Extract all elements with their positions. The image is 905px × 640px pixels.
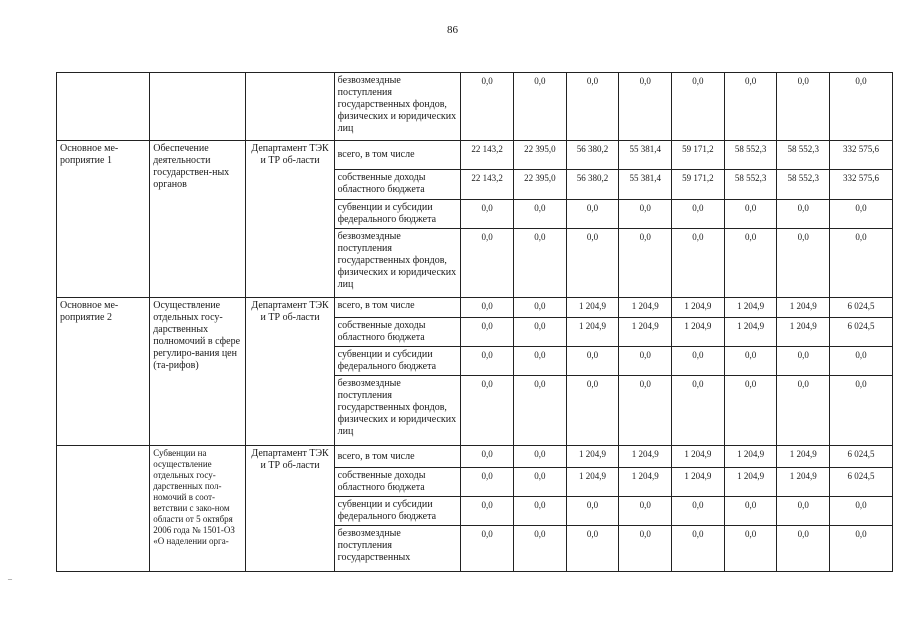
value-cell: 1 204,9 — [724, 298, 777, 318]
value-cell: 0,0 — [513, 468, 566, 497]
funding-source-cell: безвозмездные поступления государственных фондов, физических и юридических лиц — [334, 73, 461, 141]
value-cell: 0,0 — [461, 298, 514, 318]
value-cell: 0,0 — [672, 229, 725, 298]
funding-source-cell: всего, в том числе — [334, 446, 461, 468]
value-cell: 0,0 — [513, 446, 566, 468]
value-cell: 0,0 — [513, 347, 566, 376]
table-row — [57, 73, 893, 141]
value-cell: 0,0 — [513, 73, 566, 141]
value-cell: 22 395,0 — [513, 141, 566, 170]
value-cell: 0,0 — [724, 376, 777, 446]
value-cell: 0,0 — [461, 446, 514, 468]
value-cell: 0,0 — [777, 376, 830, 446]
value-cell: 0,0 — [513, 497, 566, 526]
funding-source-cell: собственные доходы областного бюджета — [334, 318, 461, 347]
value-cell: 0,0 — [830, 376, 893, 446]
funding-source-cell: безвозмездные поступления государственных — [334, 526, 461, 572]
value-cell: 332 575,6 — [830, 141, 893, 170]
value-cell: 55 381,4 — [619, 141, 672, 170]
value-cell: 0,0 — [830, 526, 893, 572]
value-cell: 6 024,5 — [830, 318, 893, 347]
value-cell: 55 381,4 — [619, 170, 672, 200]
funding-source-cell: собственные доходы областного бюджета — [334, 468, 461, 497]
value-cell: 22 143,2 — [461, 170, 514, 200]
value-cell: 0,0 — [513, 376, 566, 446]
value-cell: 0,0 — [619, 229, 672, 298]
value-cell: 58 552,3 — [724, 170, 777, 200]
value-cell: 0,0 — [566, 229, 619, 298]
page-number: 86 — [447, 24, 458, 36]
value-cell: 0,0 — [619, 73, 672, 141]
value-cell: 22 395,0 — [513, 170, 566, 200]
value-cell: 0,0 — [672, 73, 725, 141]
value-cell: 0,0 — [619, 497, 672, 526]
value-cell: 58 552,3 — [724, 141, 777, 170]
table-row — [57, 298, 893, 318]
value-cell: 0,0 — [461, 229, 514, 298]
value-cell: 1 204,9 — [724, 468, 777, 497]
value-cell: 1 204,9 — [619, 298, 672, 318]
value-cell: 0,0 — [619, 376, 672, 446]
value-cell: 1 204,9 — [566, 468, 619, 497]
funding-source-cell: субвенции и субсидии федерального бюджета — [334, 200, 461, 229]
value-cell: 0,0 — [672, 526, 725, 572]
value-cell: 0,0 — [672, 200, 725, 229]
value-cell: 1 204,9 — [777, 298, 830, 318]
value-cell: 0,0 — [461, 318, 514, 347]
value-cell: 0,0 — [566, 200, 619, 229]
funding-source-cell: безвозмездные поступления государственных фондов, физических и юридических лиц — [334, 376, 461, 446]
value-cell: 6 024,5 — [830, 298, 893, 318]
value-cell: 0,0 — [461, 497, 514, 526]
executor-cell: Департамент ТЭК и ТР об-ласти — [246, 141, 334, 298]
value-cell: 22 143,2 — [461, 141, 514, 170]
value-cell: 1 204,9 — [566, 446, 619, 468]
value-cell: 0,0 — [672, 376, 725, 446]
value-cell: 0,0 — [461, 347, 514, 376]
name-cell: Обеспечение деятельности государствен-ных органов — [150, 141, 246, 298]
value-cell: 6 024,5 — [830, 446, 893, 468]
value-cell: 1 204,9 — [777, 318, 830, 347]
value-cell: 0,0 — [724, 200, 777, 229]
value-cell: 0,0 — [461, 200, 514, 229]
value-cell: 0,0 — [724, 526, 777, 572]
value-cell: 0,0 — [566, 347, 619, 376]
value-cell: 0,0 — [461, 468, 514, 497]
value-cell: 0,0 — [619, 347, 672, 376]
funding-source-cell: собственные доходы областного бюджета — [334, 170, 461, 200]
value-cell: 1 204,9 — [619, 318, 672, 347]
activity-cell: Основное ме-роприятие 1 — [57, 141, 150, 298]
value-cell: 0,0 — [777, 347, 830, 376]
value-cell: 0,0 — [619, 526, 672, 572]
value-cell: 56 380,2 — [566, 170, 619, 200]
funding-source-cell: субвенции и субсидии федерального бюджета — [334, 347, 461, 376]
value-cell: 59 171,2 — [672, 141, 725, 170]
value-cell: 0,0 — [513, 318, 566, 347]
value-cell: 0,0 — [513, 229, 566, 298]
value-cell: 0,0 — [566, 497, 619, 526]
value-cell: 0,0 — [830, 497, 893, 526]
margin-mark: – — [8, 574, 12, 583]
value-cell: 0,0 — [619, 200, 672, 229]
value-cell: 0,0 — [777, 497, 830, 526]
value-cell: 0,0 — [461, 376, 514, 446]
activity-cell — [57, 73, 150, 141]
value-cell: 0,0 — [513, 200, 566, 229]
value-cell: 1 204,9 — [724, 446, 777, 468]
value-cell: 1 204,9 — [672, 318, 725, 347]
funding-source-cell: безвозмездные поступления государственных фондов, физических и юридических лиц — [334, 229, 461, 298]
value-cell: 1 204,9 — [619, 446, 672, 468]
funding-source-cell: всего, в том числе — [334, 298, 461, 318]
value-cell: 56 380,2 — [566, 141, 619, 170]
value-cell: 1 204,9 — [566, 318, 619, 347]
value-cell: 58 552,3 — [777, 170, 830, 200]
value-cell: 1 204,9 — [672, 468, 725, 497]
value-cell: 0,0 — [830, 73, 893, 141]
name-cell: Осуществление отдельных госу-дарственных полномочий в сфере регулиро-вания цен (та-рифов) — [150, 298, 246, 446]
executor-cell: Департамент ТЭК и ТР об-ласти — [246, 298, 334, 446]
value-cell: 1 204,9 — [672, 446, 725, 468]
value-cell: 0,0 — [724, 347, 777, 376]
executor-cell: Департамент ТЭК и ТР об-ласти — [246, 446, 334, 572]
name-cell: Субвенции на осуществление отдельных госу-дарственных пол-номочий в соот-ветствии с зако-ном области от 5 октября 2006 года № 1501-ОЗ «О наделении орга- — [150, 446, 246, 572]
value-cell: 0,0 — [777, 200, 830, 229]
value-cell: 0,0 — [566, 526, 619, 572]
value-cell: 0,0 — [830, 229, 893, 298]
table-row — [57, 141, 893, 170]
value-cell: 0,0 — [672, 347, 725, 376]
value-cell: 0,0 — [830, 200, 893, 229]
value-cell: 332 575,6 — [830, 170, 893, 200]
activity-cell: Основное ме-роприятие 2 — [57, 298, 150, 446]
value-cell: 59 171,2 — [672, 170, 725, 200]
value-cell: 0,0 — [513, 298, 566, 318]
value-cell: 0,0 — [566, 73, 619, 141]
value-cell: 1 204,9 — [619, 468, 672, 497]
value-cell: 1 204,9 — [672, 298, 725, 318]
value-cell: 58 552,3 — [777, 141, 830, 170]
value-cell: 0,0 — [830, 347, 893, 376]
executor-cell — [246, 73, 334, 141]
value-cell: 1 204,9 — [777, 468, 830, 497]
value-cell: 0,0 — [566, 376, 619, 446]
value-cell: 0,0 — [461, 73, 514, 141]
value-cell: 0,0 — [724, 229, 777, 298]
name-cell — [150, 73, 246, 141]
value-cell: 0,0 — [724, 497, 777, 526]
value-cell: 0,0 — [724, 73, 777, 141]
value-cell: 0,0 — [777, 73, 830, 141]
value-cell: 6 024,5 — [830, 468, 893, 497]
funding-source-cell: всего, в том числе — [334, 141, 461, 170]
value-cell: 0,0 — [513, 526, 566, 572]
value-cell: 0,0 — [461, 526, 514, 572]
funding-source-cell: субвенции и субсидии федерального бюджета — [334, 497, 461, 526]
value-cell: 0,0 — [777, 229, 830, 298]
value-cell: 0,0 — [672, 497, 725, 526]
value-cell: 1 204,9 — [566, 298, 619, 318]
budget-table — [56, 72, 893, 572]
value-cell: 0,0 — [777, 526, 830, 572]
value-cell: 1 204,9 — [777, 446, 830, 468]
table-row — [57, 446, 893, 468]
value-cell: 1 204,9 — [724, 318, 777, 347]
activity-cell — [57, 446, 150, 572]
